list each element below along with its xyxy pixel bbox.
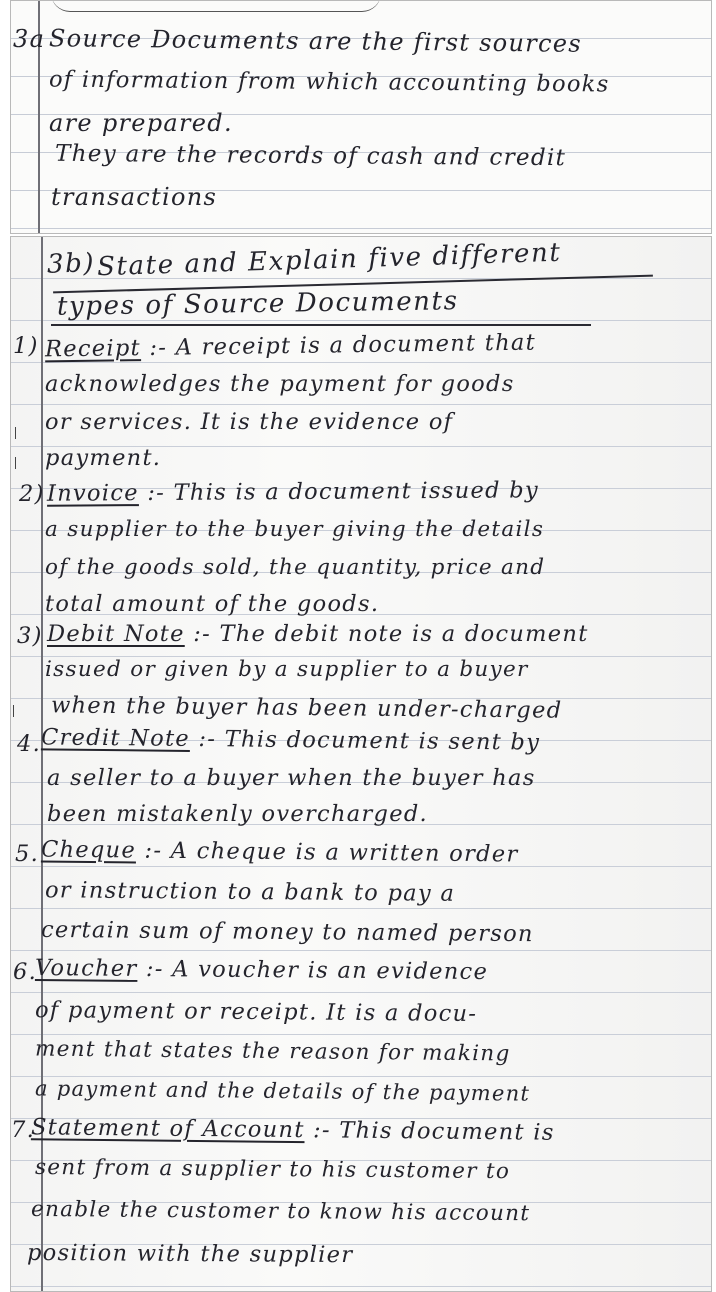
item-text: :- A voucher is an evidence xyxy=(145,955,489,985)
term-statement-of-account: Statement of Account xyxy=(30,1114,305,1144)
item-text: sent from a supplier to his customer to xyxy=(34,1154,511,1185)
item-number: 6. xyxy=(13,959,38,985)
source-document-entry xyxy=(47,477,539,506)
item-text: :- The debit note is a document xyxy=(193,621,589,647)
item-text: or instruction to a bank to pay a xyxy=(44,877,456,907)
item-number: 2) xyxy=(19,481,45,507)
term-debit-note: Debit Note xyxy=(47,621,185,647)
title-underline xyxy=(51,324,591,326)
item-text: a payment and the details of the payment xyxy=(34,1076,531,1106)
item-text: acknowledges the payment for goods xyxy=(45,371,515,397)
item-number: 5. xyxy=(15,841,40,867)
source-document-entry xyxy=(31,1114,555,1145)
item-text: certain sum of money to named person xyxy=(40,916,534,948)
question-line: State and Explain five different xyxy=(96,237,562,283)
gutter-mark xyxy=(15,457,16,469)
item-number: 7. xyxy=(11,1117,36,1143)
item-text: ment that states the reason for making xyxy=(34,1036,511,1067)
item-text: payment. xyxy=(45,445,162,471)
source-document-entry xyxy=(47,621,589,647)
handwritten-line: Source Documents are the first sources xyxy=(48,24,583,58)
item-text: a supplier to the buyer giving the details xyxy=(45,517,545,542)
source-document-entry xyxy=(45,330,536,363)
gutter-mark xyxy=(13,705,14,717)
term-receipt: Receipt xyxy=(44,335,142,363)
question-line: types of Source Documents xyxy=(56,286,459,322)
handwritten-line: are prepared. xyxy=(49,109,233,137)
item-text: been mistakenly overcharged. xyxy=(47,801,428,827)
item-text: :- A cheque is a written order xyxy=(144,837,519,868)
source-document-entry xyxy=(41,724,540,755)
term-invoice: Invoice xyxy=(46,480,139,507)
item-text: of the goods sold, the quantity, price and xyxy=(45,555,546,580)
item-text: of payment or receipt. It is a docu- xyxy=(34,997,478,1027)
term-credit-note: Credit Note xyxy=(40,724,191,752)
item-text: or services. It is the evidence of xyxy=(45,409,454,435)
term-cheque: Cheque xyxy=(40,836,137,864)
item-text: a seller to a buyer when the buyer has xyxy=(47,765,536,791)
source-document-entry xyxy=(41,837,519,868)
item-text: :- This document is xyxy=(312,1117,555,1146)
item-number-3a: 3a xyxy=(13,25,46,53)
handwritten-line: transactions xyxy=(51,183,218,211)
handwritten-line: They are the records of cash and credit xyxy=(54,140,567,172)
previous-answer-remnant xyxy=(51,0,381,12)
term-voucher: Voucher xyxy=(34,955,138,982)
item-text: :- This is a document issued by xyxy=(147,477,540,507)
question-number: 3b) xyxy=(46,248,96,280)
item-text: enable the customer to know his account xyxy=(30,1196,531,1227)
bottom-notebook-page xyxy=(10,236,712,1292)
item-text: :- This document is sent by xyxy=(198,726,541,756)
item-text: issued or given by a supplier to a buyer xyxy=(45,657,529,682)
item-text: :- A receipt is a document that xyxy=(149,329,537,361)
item-number: 1) xyxy=(13,333,39,359)
gutter-mark xyxy=(15,427,16,439)
handwritten-line: of information from which accounting books xyxy=(48,66,610,98)
item-text: when the buyer has been under-charged xyxy=(50,692,563,724)
item-number: 3) xyxy=(17,623,43,649)
item-text: total amount of the goods. xyxy=(45,591,380,617)
top-notebook-page xyxy=(10,0,712,234)
source-document-entry xyxy=(35,955,488,985)
item-number: 4. xyxy=(17,731,42,757)
item-text: position with the supplier xyxy=(26,1239,354,1269)
